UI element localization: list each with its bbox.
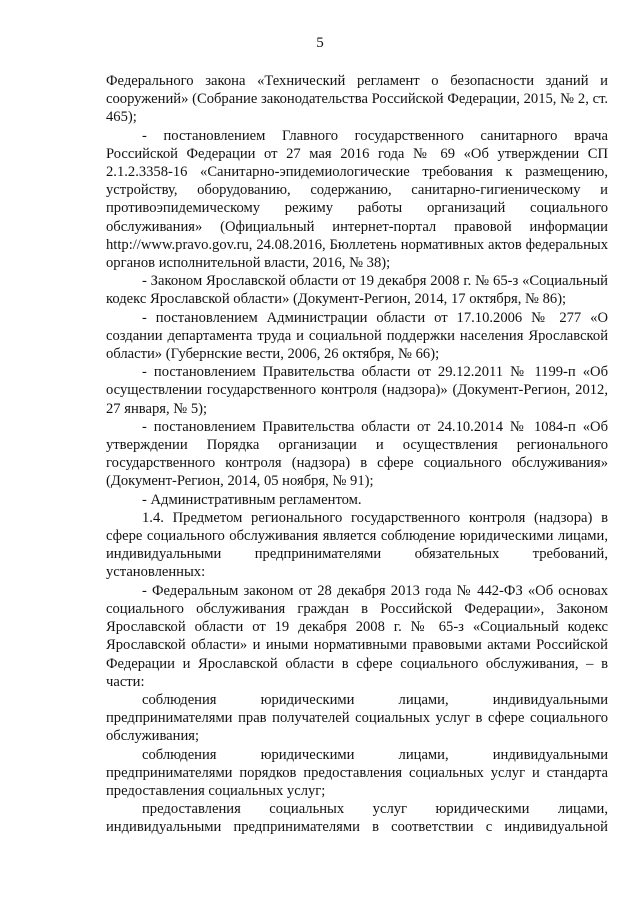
paragraph-social-code-law: - Законом Ярославской области от 19 декабря 2008 г. № 65-з «Социальный кодекс Ярославской области» (Документ-Регион, 2014, 17 октября, № 86);: [106, 273, 608, 308]
word: соответствии: [391, 819, 474, 836]
page-number: 5: [316, 35, 324, 51]
paragraph-procedure-compliance: соблюдения юридическими лицами, индивидуальными предпринимателями порядков предоставления социальных услуг и стандарта предоставления социальных услуг;: [106, 746, 608, 799]
paragraph-admin-resolution-277: - постановлением Администрации области от 17.10.2006 № 277 «О создании департамента труда и социальной поддержки населения Ярославской области» (Губернские вести, 2006, 26 октября, № 66);: [106, 309, 608, 363]
paragraph-government-resolution-1084: - постановлением Правительства области от 24.10.2014 № 1084-п «Об утверждении Порядка организации и осуществления регионального государственного контроля (надзора) в сфере социального обслуживания» (Документ-Регион, 2014, 05 ноября, № 91);: [106, 418, 608, 490]
word: социальных: [269, 801, 345, 818]
document-body: [106, 72, 608, 837]
word: предпринимателями: [233, 819, 360, 836]
paragraph-section-1-4: 1.4. Предметом регионального государственного контроля (надзора) в сфере социального обслуживания является соблюдение юридическими лицами, индивидуальными предпринимателями обязательных требований, установленных:: [106, 509, 608, 581]
service-provision-line-1: [106, 800, 608, 818]
word: с: [485, 819, 493, 836]
paragraph-federal-law-442: - Федеральным законом от 28 декабря 2013 года № 442-ФЗ «Об основах социального обслуживания граждан в Российской Федерации», Законом Ярославской области от 19 декабря 2008 г. № 65-з «Социальный кодекс Ярославской области» и иными нормативными правовыми актами Российской Федерации и Ярославской области в сфере социального обслуживания, – в части:: [106, 582, 608, 690]
word: в: [372, 819, 379, 836]
paragraph-admin-regulation: - Административным регламентом.: [142, 491, 362, 508]
word: юридическими: [435, 801, 530, 818]
paragraph-service-provision: [106, 800, 608, 836]
word: лицами,: [557, 801, 608, 818]
service-provision-line-2: [106, 818, 608, 836]
paragraph-rights-compliance: соблюдения юридическими лицами, индивидуальными предпринимателями прав получателей социальных услуг в сфере социального обслуживания;: [106, 691, 608, 745]
word: индивидуальной: [504, 819, 608, 836]
word: услуг: [372, 801, 408, 818]
word: индивидуальными: [106, 819, 222, 836]
paragraph-sanitary-regulation: - постановлением Главного государственного санитарного врача Российской Федерации от 27 мая 2016 года № 69 «Об утверждении СП 2.1.2.3358-16 «Санитарно-эпидемиологические требования к размещению, устройству, оборудованию, содержанию, санитарно-гигиеническому и противоэпидемическому режиму работы организаций социального обслуживания» (Официальный интернет-портал правовой информации http://www.pravo.gov.ru, 24.08.2016, Бюллетень нормативных актов федеральных органов исполнительной власти, 2016, № 38);: [106, 127, 608, 272]
paragraph-federal-law-building-safety: Федерального закона «Технический регламент о безопасности зданий и сооружений» (Собрание законодательства Российской Федерации, 2015, № 2, ст. 465);: [106, 73, 608, 126]
paragraph-government-resolution-1199: - постановлением Правительства области от 29.12.2011 № 1199-п «Об осуществлении государственного контроля (надзора)» (Документ-Регион, 2012, 27 января, № 5);: [106, 364, 608, 417]
word: предоставления: [142, 801, 241, 818]
